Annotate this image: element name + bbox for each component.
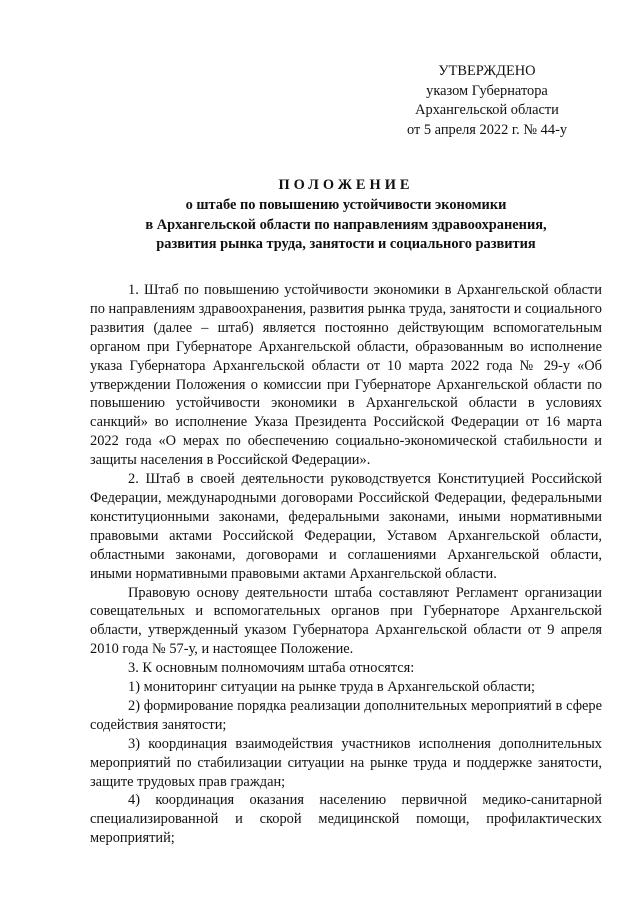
- document-body: [90, 281, 602, 848]
- title-line-3: развития рынка труда, занятости и социального развития: [156, 236, 536, 253]
- approval-stamp: [380, 62, 594, 140]
- list-item-3: 3) координация взаимодействия участников исполнения дополнительных мероприятий по стабилизации ситуации на рынке труда и поддержке занятости, защите трудовых прав граждан;: [90, 735, 602, 790]
- approval-date: от 5 апреля 2022 г. № 44-у: [406, 121, 568, 138]
- title-line-2: в Архангельской области по направлениям здравоохранения,: [145, 216, 547, 233]
- title-line-1: о штабе по повышению устойчивости экономики: [185, 196, 507, 213]
- paragraph-3: 3. К основным полномочиям штаба относятся:: [128, 660, 415, 677]
- paragraph-1: 1. Штаб по повышению устойчивости экономики в Архангельской области по направлениям здравоохранения, развития рынка труда, занятости и социального развития (далее – штаб) является постоянно действующим вспомогательным органом при Губернаторе Архангельской области, образованным во исполнение указа Губернатора Архангельской области от 10 марта 2022 года № 29-у «Об утверждении Положения о комиссии при Губернаторе Архангельской области по повышению устойчивости экономики в Архангельской области в условиях санкций» во исполнение Указа Президента Российской Федерации от 16 марта 2022 года «О мерах по обеспечению социально-экономической стабильности и защиты населения в Российской Федерации».: [90, 282, 602, 469]
- approval-region: Архангельской области: [415, 102, 559, 119]
- paragraph-2: 2. Штаб в своей деятельности руководствуется Конституцией Российской Федерации, международными договорами Российской Федерации, федеральными конституционными законами, федеральными законами, иными нормативными правовыми актами Российской Федерации, Уставом Архангельской области, областными законами, договорами и соглашениями Архангельской области, иными нормативными правовыми актами Архангельской области.: [90, 471, 602, 582]
- approval-heading: УТВЕРЖДЕНО: [438, 63, 536, 79]
- approval-decree: указом Губернатора: [426, 82, 548, 99]
- paragraph-legal-basis: Правовую основу деятельности штаба составляют Регламент организации совещательных и вспомогательных органов при Губернаторе Архангельской области, утвержденный указом Губернатора Архангельской области от 9 апреля 2010 года № 57-у, и настоящее Положение.: [90, 584, 602, 658]
- list-item-1: 1) мониторинг ситуации на рынке труда в Архангельской области;: [128, 679, 536, 696]
- title-main: ПОЛОЖЕНИЕ: [278, 177, 414, 193]
- list-item-2: 2) формирование порядка реализации дополнительных мероприятий в сфере содействия занятости;: [90, 697, 602, 733]
- document-title: [90, 176, 602, 255]
- list-item-4: 4) координация оказания населению первичной медико-санитарной специализированной и скорой медицинской помощи, профилактических мероприятий;: [90, 792, 602, 847]
